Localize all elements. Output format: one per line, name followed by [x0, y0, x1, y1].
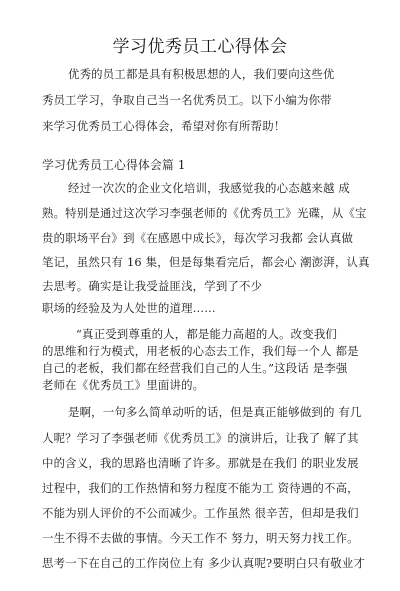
paragraph-line: 去思考。确实是让我受益匪浅，学到了不少: [42, 279, 263, 293]
paragraph-line: 职场的经验及为人处世的道理……: [42, 301, 216, 315]
quote-line: 老师在《优秀员工》里面讲的。: [42, 378, 205, 392]
paragraph-line: 思考一下在自己的工作岗位上有 多少认真呢?要明白只有敬业才: [42, 556, 366, 570]
quote-line: 自己的老板，我们都在经营我们自己的人生。”这段话 是李强: [42, 361, 348, 375]
intro-line: 优秀的员工都是具有积极思想的人，我们要向这些优: [68, 67, 335, 81]
paragraph-line: 贵的职场平台》到《在感恩中成长》，每次学习我都 会认真做: [42, 231, 354, 245]
paragraph-line: 熟。特别是通过这次学习李强老师的《优秀员工》光碟，从《宝: [42, 206, 367, 220]
paragraph-line: 一生不得不去做的事情。今天工作不 努力，明天努力找工作。: [42, 531, 359, 545]
intro-line: 秀员工学习，争取自己当一名优秀员工。以下小编为你带: [42, 93, 332, 107]
quote-line: “真正受到尊重的人，都是能力高超的人。改变我们: [76, 327, 338, 341]
intro-line: 来学习优秀员工心得体会，希望对你有所帮助！: [42, 119, 286, 133]
section-title: 学习优秀员工心得体会篇 1: [42, 158, 186, 172]
quote-line: 的思维和行为模式，用老板的心态去工作，我们每一个人 都是: [42, 344, 359, 358]
paragraph-line: 是啊，一句多么简单动听的话，但是真正能够做到的 有几: [68, 405, 362, 419]
paragraph-line: 笔记，虽然只有 16 集，但是每集看完后，都会心 潮澎湃，认真: [42, 255, 370, 269]
paragraph-line: 过程中，我们的工作热情和努力程度不能为工 资待遇的不高，: [42, 481, 359, 495]
paragraph-line: 经过一次次的企业文化培训，我感觉我的心态越来越 成: [68, 181, 350, 195]
page-title: 学习优秀员工心得体会: [112, 37, 288, 57]
paragraph-line: 不能为别人评价的不公而减少。工作虽然 很辛苦，但却是我们: [42, 506, 359, 520]
paragraph-line: 人呢？学习了李强老师《优秀员工》的演讲后，让我了 解了其: [42, 431, 359, 445]
paragraph-line: 中的含义，我的思路也清晰了许多。那就是在我们 的职业发展: [42, 456, 359, 470]
